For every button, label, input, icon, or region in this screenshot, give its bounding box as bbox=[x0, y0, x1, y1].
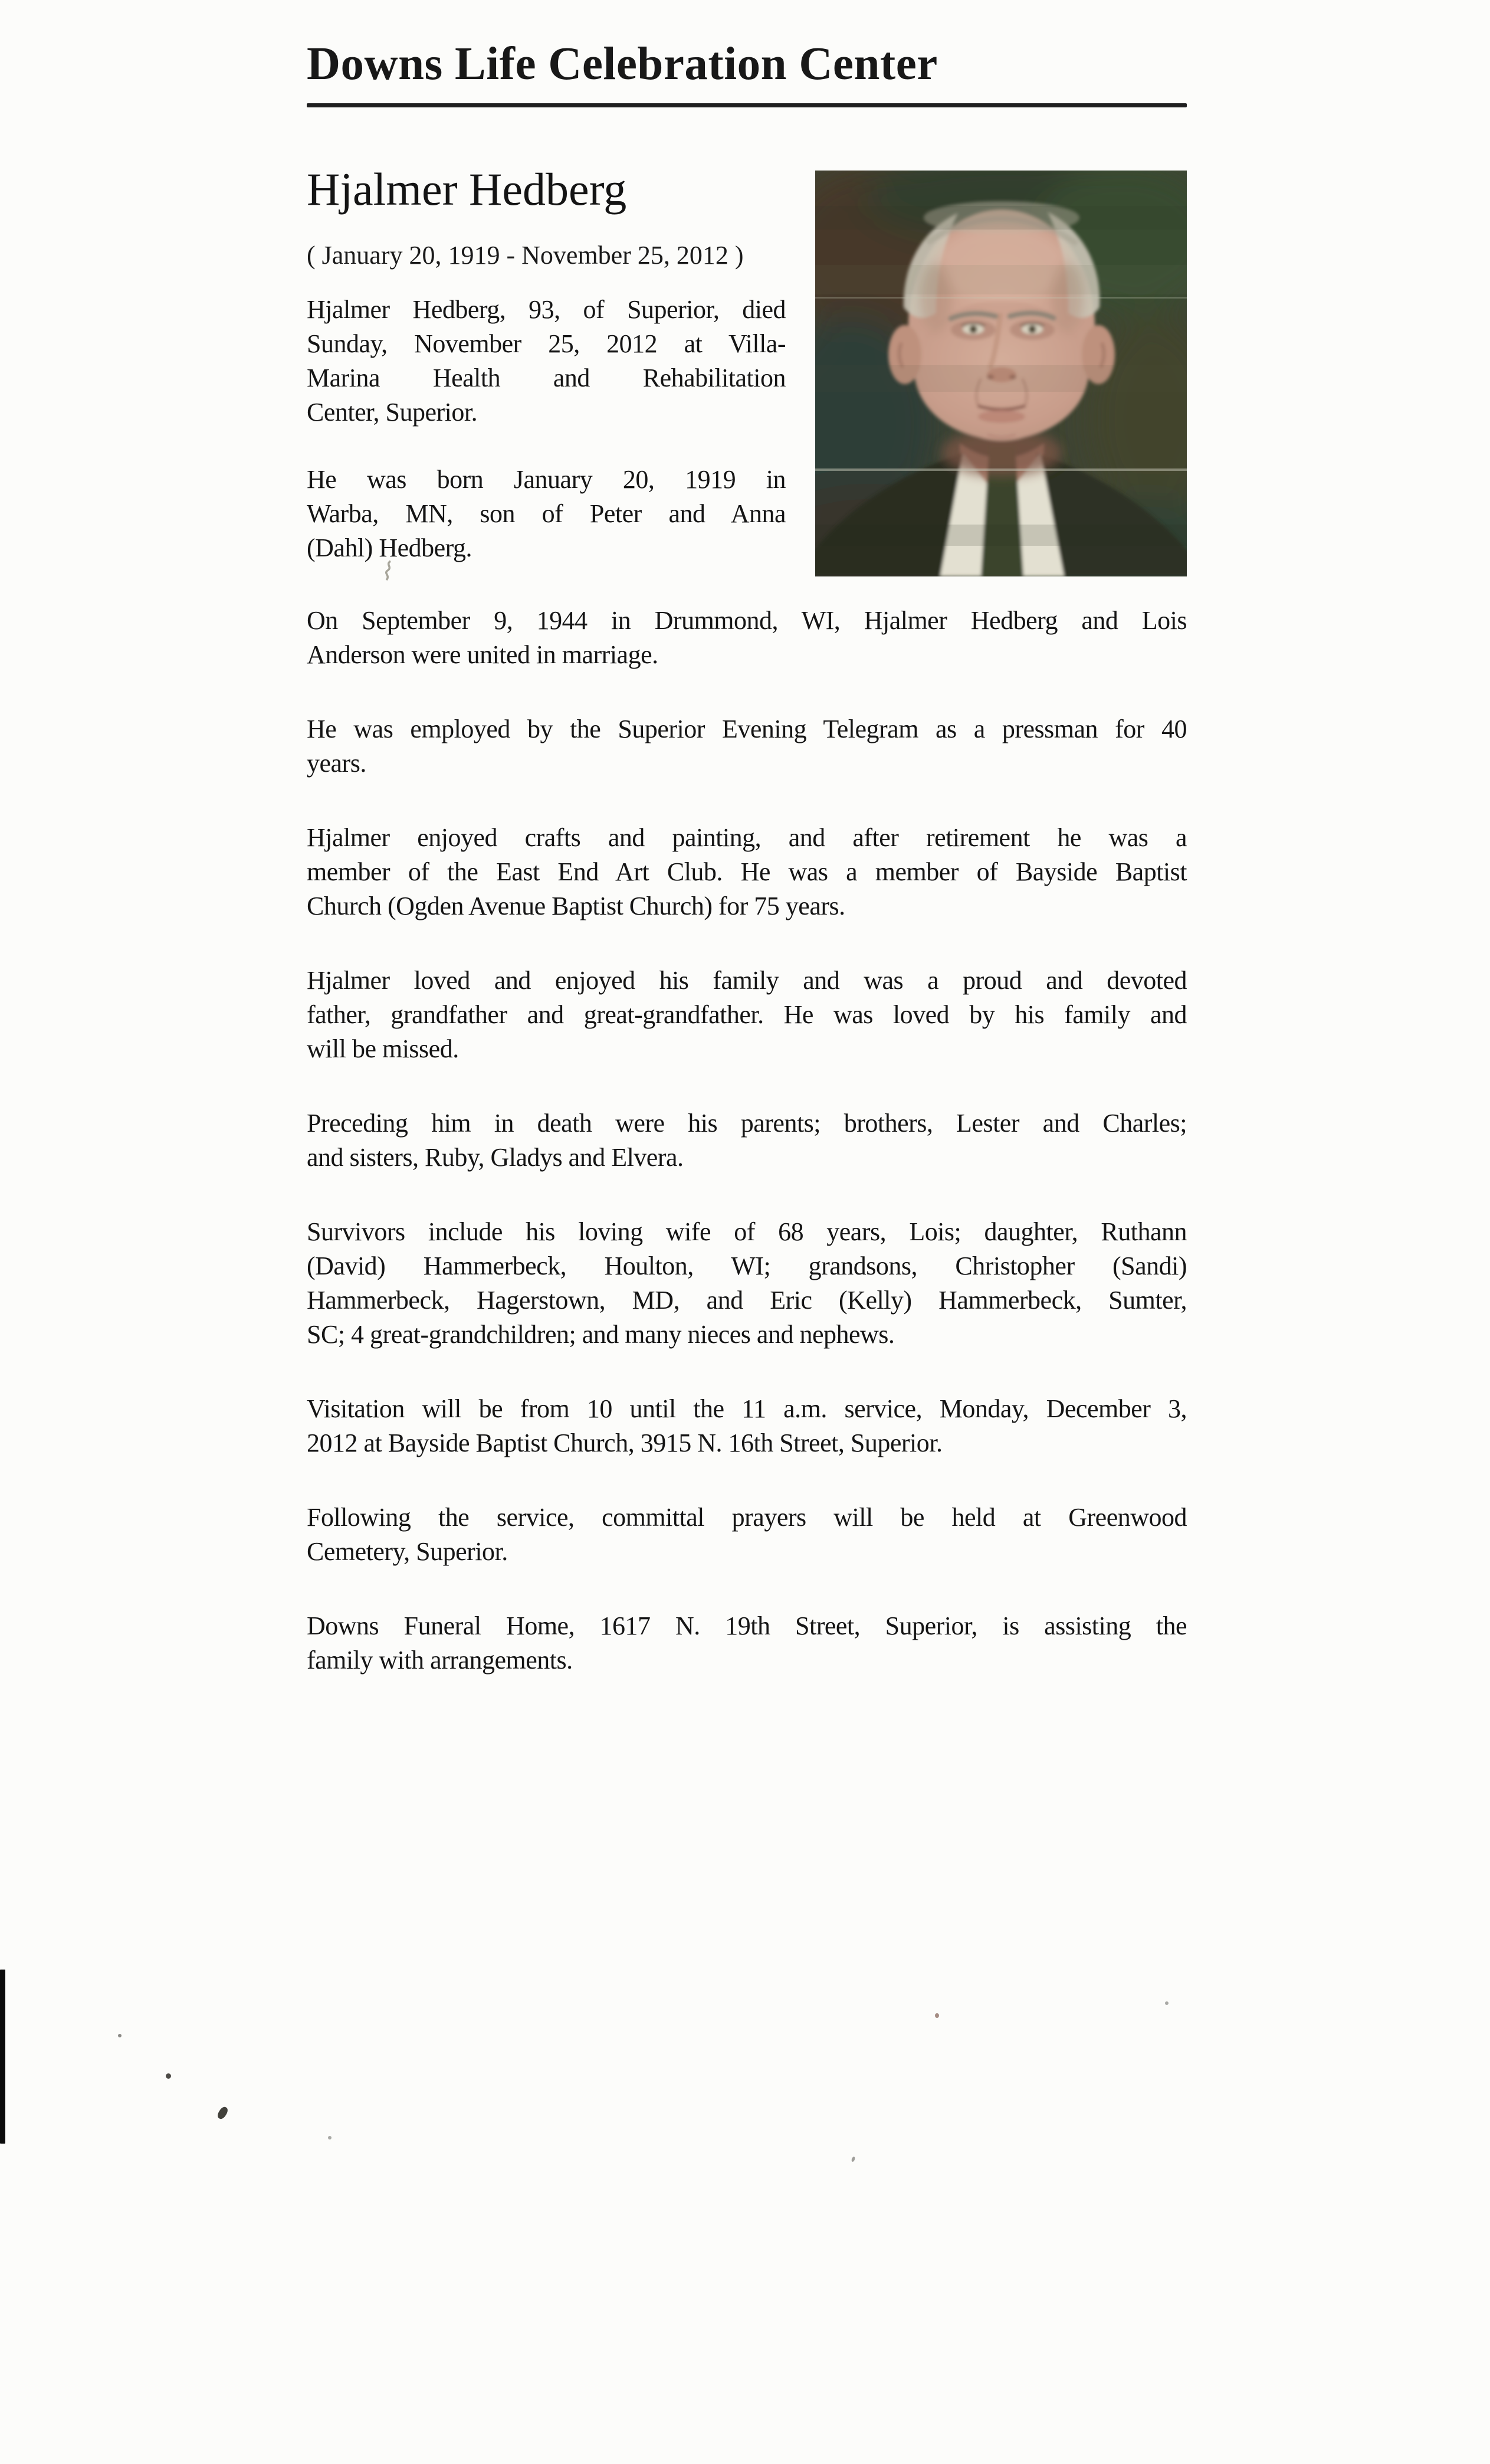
scan-speck bbox=[935, 2013, 939, 2018]
obituary-paragraph: He was born January 20, 1919 in Warba, MN, son of Peter and Anna (Dahl) Hedberg. bbox=[307, 465, 786, 563]
header-divider bbox=[307, 103, 1187, 107]
obituary-paragraph: He was employed by the Superior Evening Telegram as a pressman for 40 years. bbox=[307, 715, 1187, 778]
scan-speck bbox=[166, 2073, 171, 2079]
obituary-paragraph: Hjalmer Hedberg, 93, of Superior, died Sunday, November 25, 2012 at Villa- Marina Health and Rehabilitation Center, Superior. bbox=[307, 295, 786, 427]
lead-text-column bbox=[307, 163, 786, 565]
portrait-photo bbox=[815, 171, 1187, 576]
obituary-paragraph: Hjalmer loved and enjoyed his family and was a proud and devoted father, grandfather and great-grandfather. He was loved by his family and will be missed. bbox=[307, 966, 1187, 1064]
scan-speck bbox=[216, 2105, 229, 2121]
lead-section bbox=[307, 163, 1187, 576]
obituary-paragraph: Preceding him in death were his parents; brothers, Lester and Charles; and sisters, Ruby, Gladys and Elvera. bbox=[307, 1109, 1187, 1172]
obituary-paragraph: Hjalmer enjoyed crafts and painting, and after retirement he was a member of the East End Art Club. He was a member of Bayside Baptist Church (Ogden Avenue Baptist Church) for 75 years. bbox=[307, 823, 1187, 921]
scan-artifact-bar bbox=[0, 1970, 5, 2144]
obituary-paragraph: Downs Funeral Home, 1617 N. 19th Street, Superior, is assisting the family with arrangements. bbox=[307, 1611, 1187, 1675]
portrait-photo-illustration bbox=[815, 171, 1187, 576]
scan-speck bbox=[1165, 2001, 1169, 2005]
obituary-page bbox=[307, 39, 1187, 1718]
funeral-home-title: Downs Life Celebration Center bbox=[307, 38, 938, 90]
scan-speck bbox=[328, 2136, 332, 2139]
obituary-paragraph: Survivors include his loving wife of 68 years, Lois; daughter, Ruthann (David) Hammerbeck, Houlton, WI; grandsons, Christopher (Sandi) Hammerbeck, Hagerstown, MD, and Eric (Kelly) Hammerbeck, Sumter, SC; 4 great-grandchildren; and many nieces and nephews. bbox=[307, 1217, 1187, 1349]
life-dates: ( January 20, 1919 - November 25, 2012 ) bbox=[307, 241, 744, 270]
scan-speck bbox=[851, 2156, 856, 2162]
obituary-paragraph: On September 9, 1944 in Drummond, WI, Hjalmer Hedberg and Lois Anderson were united in marriage. bbox=[307, 606, 1187, 670]
scan-speck bbox=[118, 2034, 122, 2037]
obituary-paragraph: Following the service, committal prayers will be held at Greenwood Cemetery, Superior. bbox=[307, 1503, 1187, 1567]
obituary-body bbox=[307, 604, 1187, 1677]
obituary-paragraph: Visitation will be from 10 until the 11 a.m. service, Monday, December 3, 2012 at Bayside Baptist Church, 3915 N. 16th Street, Superior. bbox=[307, 1394, 1187, 1458]
deceased-name: Hjalmer Hedberg bbox=[307, 163, 627, 215]
